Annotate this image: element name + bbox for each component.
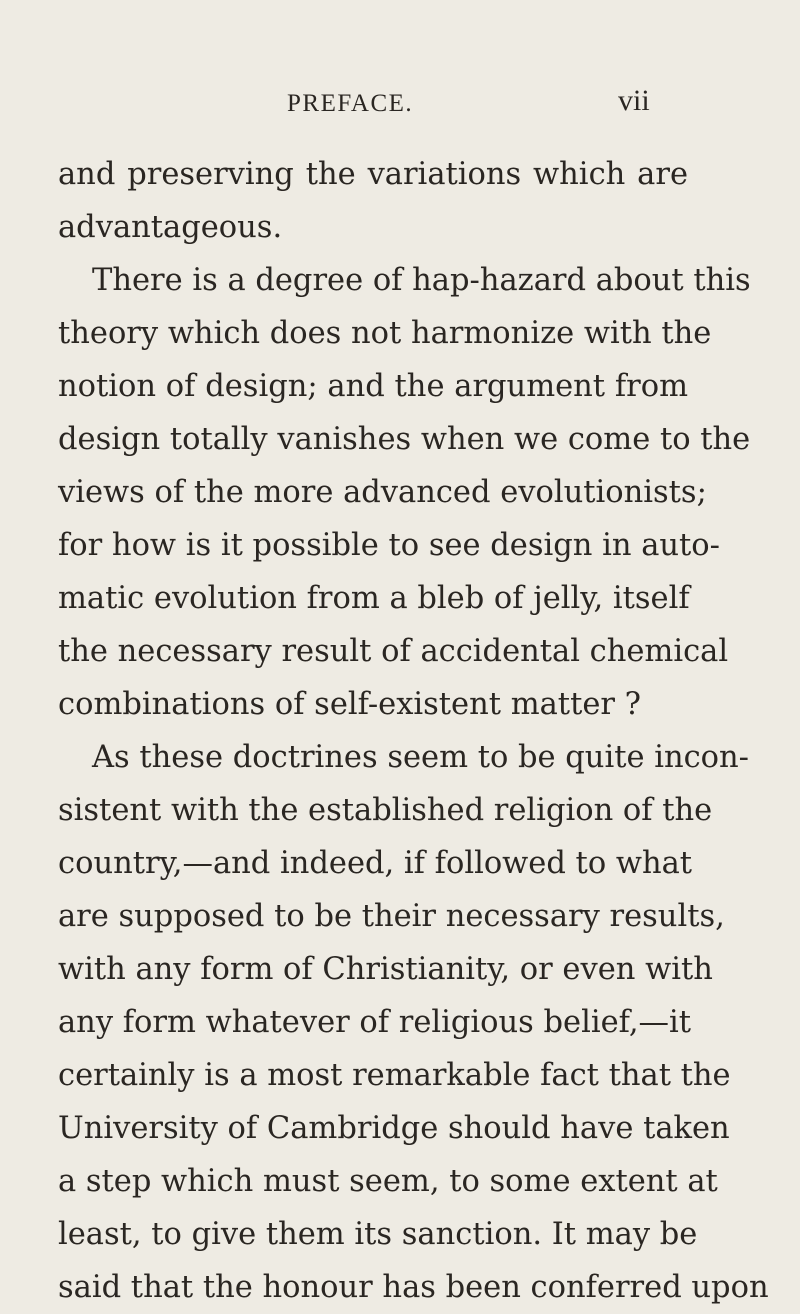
text-line: for how is it possible to see design in auto- [58, 528, 720, 563]
body-text [58, 148, 769, 1314]
text-line: country,—and indeed, if followed to what [58, 846, 693, 881]
text-line: There is a degree of hap-hazard about this [92, 263, 751, 298]
text-line: with any form of Christianity, or even with [58, 952, 713, 987]
text-line: a step which must seem, to some extent at [58, 1164, 718, 1199]
text-line: any form whatever of religious belief,—it [58, 1005, 692, 1040]
text-line: said that the honour has been conferred upon [58, 1270, 769, 1305]
text-line: sistent with the established religion of the [58, 793, 713, 828]
text-line: views of the more advanced evolutionists; [58, 475, 707, 510]
text-line: design totally vanishes when we come to the [58, 422, 751, 457]
text-line: theory which does not harmonize with the [58, 316, 712, 351]
text-line: are supposed to be their necessary results, [58, 899, 725, 934]
text-line: and preserving the variations which are [58, 157, 688, 192]
text-line: notion of design; and the argument from [58, 369, 688, 404]
text-line: least, to give them its sanction. It may be [58, 1217, 698, 1252]
running-head [0, 84, 800, 124]
text-line: matic evolution from a bleb of jelly, itself [58, 581, 690, 616]
page-number: vii [618, 84, 650, 117]
text-line: advantageous. [58, 210, 283, 245]
text-line: University of Cambridge should have taken [58, 1111, 730, 1146]
text-line: certainly is a most remarkable fact that the [58, 1058, 731, 1093]
text-line: the necessary result of accidental chemical [58, 634, 729, 669]
running-title: PREFACE. [287, 90, 414, 117]
text-line: As these doctrines seem to be quite incon- [92, 740, 749, 775]
text-line: combinations of self-existent matter ? [58, 687, 641, 722]
